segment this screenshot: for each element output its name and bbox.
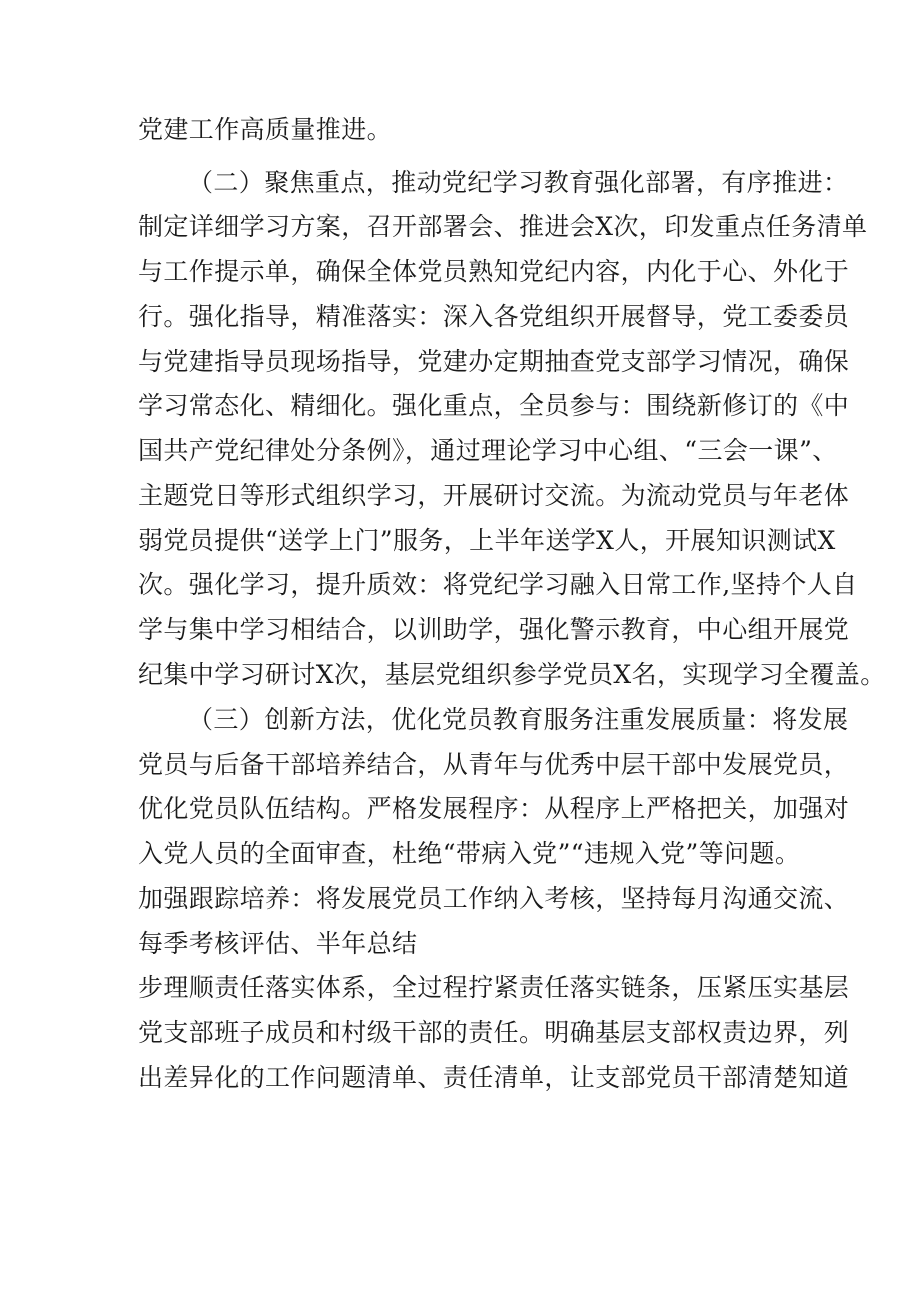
text-line: 与党建指导员现场指导，党建办定期抽查党支部学习情况，确保 — [138, 347, 850, 376]
text-line: 优化党员队伍结构。严格发展程序：从程序上严格把关，加强对 — [138, 794, 850, 823]
section-heading-3: （三）创新方法，优化党员教育服务注重发展质量：将发展 — [188, 705, 849, 734]
text-line: 主题党日等形式组织学习，开展研讨交流。为流动党员与年老体 — [138, 481, 850, 510]
text-line: 纪集中学习研讨X次，基层党组织参学党员X名，实现学习全覆盖。 — [138, 660, 886, 689]
text-line: 次。强化学习，提升质效：将党纪学习融入日常工作,坚持个人自 — [138, 570, 858, 599]
text-line: 党建工作高质量推进。 — [138, 115, 393, 144]
text-line: 党支部班子成员和村级干部的责任。明确基层支部权责边界，列 — [138, 1018, 850, 1047]
text-line: 党员与后备干部培养结合，从青年与优秀中层干部中发展党员， — [138, 750, 850, 779]
text-line: 行。强化指导，精准落实：深入各党组织开展督导，党工委委员 — [138, 302, 850, 331]
text-line: 每季考核评估、半年总结 — [138, 929, 418, 958]
text-line: 步理顺责任落实体系，全过程拧紧责任落实链条，压紧压实基层 — [138, 973, 850, 1002]
text-line: 入党人员的全面审查，杜绝“带病入党”“违规入党”等问题。 — [138, 839, 801, 868]
text-line: 学习常态化、精细化。强化重点，全员参与：围绕新修订的《中 — [138, 391, 850, 420]
text-line: 学与集中学习相结合，以训助学，强化警示教育，中心组开展党 — [138, 615, 850, 644]
text-line: 与工作提示单，确保全体党员熟知党纪内容，内化于心、外化于 — [138, 257, 850, 286]
section-heading-2: （二）聚焦重点，推动党纪学习教育强化部署，有序推进： — [188, 168, 849, 197]
text-line: 弱党员提供“送学上门”服务，上半年送学X人，开展知识测试X — [138, 526, 836, 555]
text-line: 制定详细学习方案，召开部署会、推进会X次，印发重点任务清单 — [138, 212, 868, 241]
text-line: 出差异化的工作问题清单、责任清单，让支部党员干部清楚知道 — [138, 1063, 850, 1092]
text-line: 加强跟踪培养：将发展党员工作纳入考核，坚持每月沟通交流、 — [138, 884, 850, 913]
text-line: 国共产党纪律处分条例》，通过理论学习中心组、“三会一课”、 — [138, 436, 838, 465]
